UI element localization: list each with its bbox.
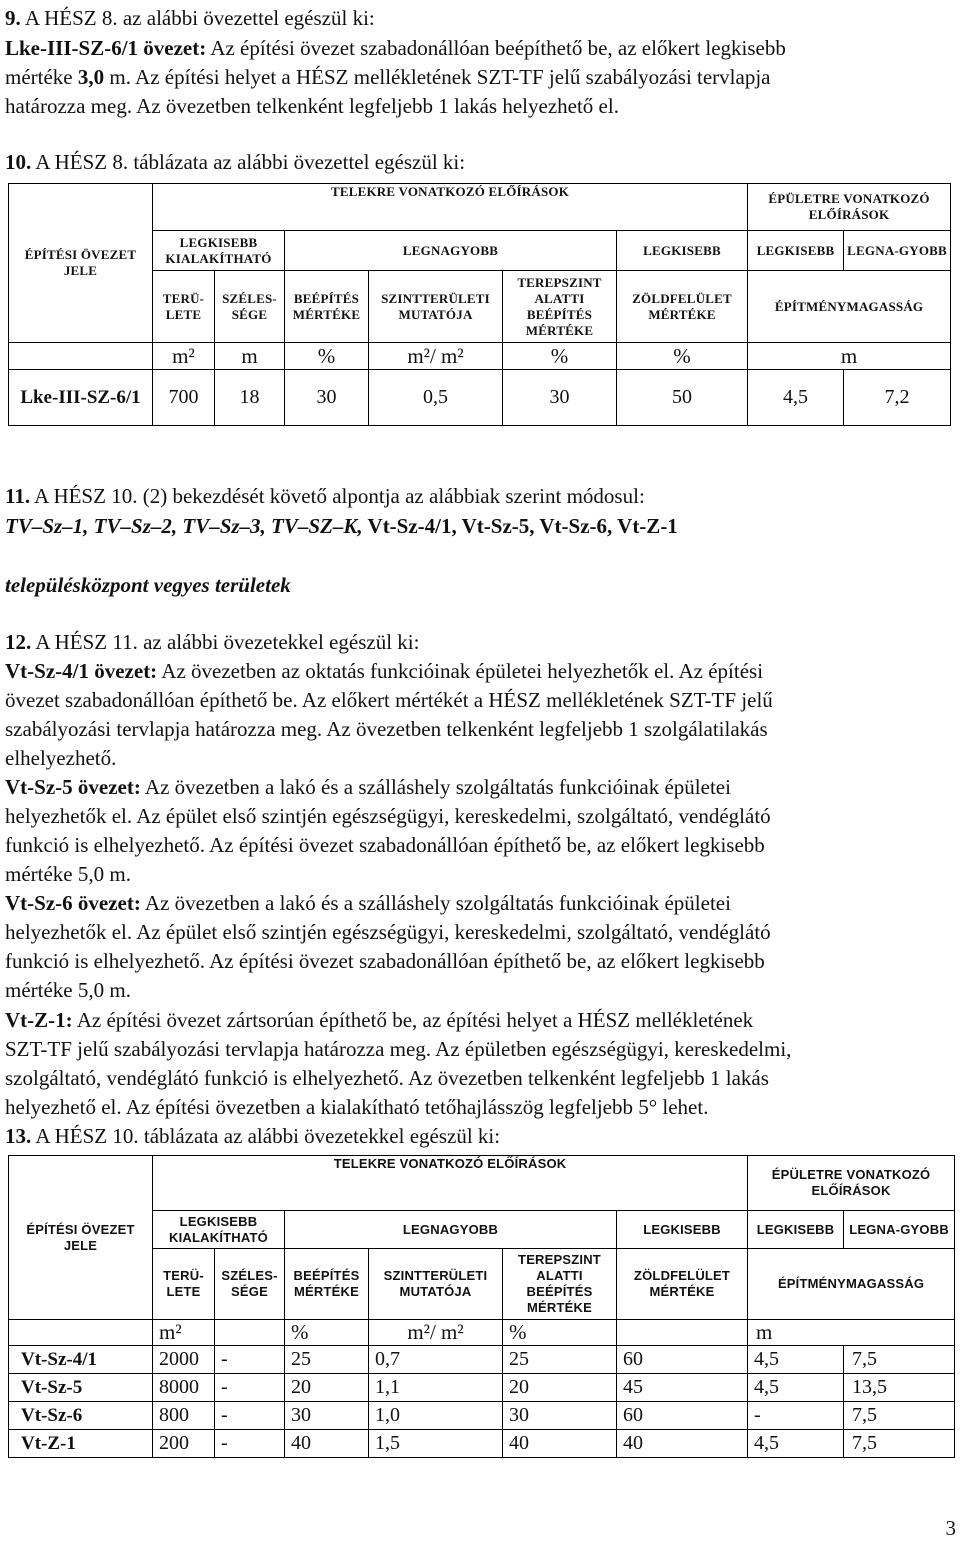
section-text: az alábbi övezettel egészül ki:: [117, 6, 375, 30]
value-cell: 13,5: [844, 1374, 955, 1402]
section-text: az alábbi övezetekkel egészül ki:: [137, 630, 420, 654]
value-cell: 800: [153, 1402, 215, 1430]
section-ref: A HÉSZ 10.: [31, 1124, 139, 1148]
value-cell: 30: [285, 1402, 369, 1430]
text-line: SZT-TF jelű szabályozási tervlapja határozza meg. Az épületben egészségügyi, kereskedelmi,: [5, 1037, 792, 1061]
vt5-line: [5, 775, 731, 799]
max-header: LEGNAGYOBB: [285, 231, 617, 271]
building-requirements-header: ÉPÜLETRE VONATKOZÓ ELŐÍRÁSOK: [748, 1156, 955, 1211]
bold-value: 3,0: [77, 65, 105, 89]
value-cell: 7,2: [844, 370, 951, 426]
zone-cell: Vt-Sz-4/1: [9, 1346, 153, 1374]
text-line: mértéke 5,0 m.: [5, 978, 131, 1002]
value-cell: 25: [503, 1346, 617, 1374]
width-header: SZÉLES-SÉGE: [215, 271, 285, 343]
min-green-header: LEGKISEBB: [617, 1211, 748, 1249]
zone-label: Vt-Sz-6 övezet:: [5, 891, 141, 915]
section-text: táblázata az alábbi övezetekkel egészül ki:: [138, 1124, 501, 1148]
lke-zone-line-2: [5, 65, 771, 89]
lke-zone-line: [5, 36, 786, 60]
value-cell: 1,1: [369, 1374, 503, 1402]
value-cell: 0,5: [369, 370, 503, 426]
value-cell: 4,5: [748, 1430, 844, 1458]
value-cell: -: [748, 1402, 844, 1430]
value-cell: 30: [503, 370, 617, 426]
section-number: 13.: [5, 1124, 32, 1148]
zone-group-heading: településközpont vegyes területek: [5, 573, 291, 597]
value-cell: 60: [617, 1402, 748, 1430]
building-height-header: ÉPÍTMÉNYMAGASSÁG: [748, 1249, 955, 1320]
unit-cell: [617, 1320, 748, 1346]
value-cell: 25: [285, 1346, 369, 1374]
section-13-heading: [5, 1124, 500, 1148]
unit-cell: m²/ m²: [369, 343, 503, 370]
text-line: mértéke 5,0 m.: [5, 862, 131, 886]
min-header: LEGKISEBB KIALAKÍTHATÓ: [153, 231, 285, 271]
regulation-table-2: [8, 1155, 955, 1458]
vtz-line: [5, 1008, 753, 1032]
section-ref: A HÉSZ 11.: [31, 630, 138, 654]
unit-cell: %: [503, 343, 617, 370]
section-ref: A HÉSZ 8.: [20, 6, 118, 30]
text-line: övezet szabadonállóan építhető be. Az előkert mértékét a HÉSZ mellékletének SZT-TF jelű: [5, 688, 773, 712]
zone-cell: Vt-Sz-6: [9, 1402, 153, 1430]
section-ref: A HÉSZ 10.: [30, 484, 138, 508]
text: mértéke: [5, 65, 78, 89]
value-cell: 4,5: [748, 1374, 844, 1402]
value-cell: 2000: [153, 1346, 215, 1374]
unit-cell: [215, 1320, 285, 1346]
text-line: elhelyezhető.: [5, 746, 117, 770]
value-cell: 7,5: [844, 1346, 955, 1374]
floor-area-header: SZINTTERÜLETI MUTATÓJA: [369, 271, 503, 343]
zone-label: Lke-III-SZ-6/1 övezet:: [5, 36, 207, 60]
table-row: [9, 1346, 955, 1374]
area-header: TERÜ-LETE: [153, 1249, 215, 1320]
section-number: 12.: [5, 630, 32, 654]
text-line: funkció is elhelyezhető. Az építési övezet szabadonállóan építhető be, az előkert legkisebb: [5, 949, 765, 973]
text-line: szabályozási tervlapja határozza meg. Az övezetben telkenként legfeljebb 1 szolgálatilakás: [5, 717, 768, 741]
value-cell: 40: [285, 1430, 369, 1458]
value-cell: 7,5: [844, 1430, 955, 1458]
section-text: (2) bekezdését követő alpontja az alábbiak szerint módosul:: [137, 484, 645, 508]
value-cell: 8000: [153, 1374, 215, 1402]
table-row: [9, 1374, 955, 1402]
text-line: helyezhetők el. Az épület első szintjén egészségügyi, kereskedelmi, szolgáltató, vendéglátó: [5, 920, 771, 944]
unit-cell: m²: [153, 1320, 215, 1346]
value-cell: 20: [503, 1374, 617, 1402]
text: m. Az építési helyet a HÉSZ mellékletének SZT-TF jelű szabályozási tervlapja: [104, 65, 771, 89]
text-line: szolgáltató, vendéglátó funkció is elhelyezhető. Az övezetben telkenként legfeljebb 1 lakás: [5, 1066, 769, 1090]
zone-text: Az építési övezet szabadonállóan beépíthető be, az előkert legkisebb: [206, 36, 786, 60]
section-number: 10.: [5, 150, 32, 174]
unit-empty: [9, 1320, 153, 1346]
zone-header: ÉPÍTÉSI ÖVEZET JELE: [9, 1156, 153, 1320]
underground-header: TEREPSZINT ALATTI BEÉPÍTÉS MÉRTÉKE: [503, 1249, 617, 1320]
value-cell: 200: [153, 1430, 215, 1458]
value-cell: -: [215, 1346, 285, 1374]
bold-zones: Vt-Sz-4/1, Vt-Sz-5, Vt-Sz-6, Vt-Z-1: [362, 514, 678, 538]
unit-cell: m: [748, 343, 951, 370]
text-line: funkció is elhelyezhető. Az építési övezet szabadonállóan építhető be, az előkert legkisebb: [5, 833, 765, 857]
max-height-header: LEGNA-GYOBB: [844, 1211, 955, 1249]
unit-cell: %: [285, 1320, 369, 1346]
built-ratio-header: BEÉPÍTÉS MÉRTÉKE: [285, 271, 369, 343]
section-text: táblázata az alábbi övezettel egészül ki:: [128, 150, 466, 174]
value-cell: -: [215, 1430, 285, 1458]
green-header: ZÖLDFELÜLET MÉRTÉKE: [617, 271, 748, 343]
value-cell: 30: [503, 1402, 617, 1430]
min-height-header: LEGKISEBB: [748, 1211, 844, 1249]
vt6-line: [5, 891, 731, 915]
section-11-heading: [5, 484, 645, 508]
section-ref: A HÉSZ 8.: [31, 150, 129, 174]
zone-list: [5, 514, 678, 538]
section-number: 9.: [5, 6, 21, 30]
max-header: LEGNAGYOBB: [285, 1211, 617, 1249]
regulation-table-1: [8, 183, 951, 426]
zone-cell: Vt-Sz-5: [9, 1374, 153, 1402]
green-header: ZÖLDFELÜLET MÉRTÉKE: [617, 1249, 748, 1320]
text-line: helyezhető el. Az építési övezetben a kialakítható tetőhajlásszög legfeljebb 5° lehet.: [5, 1095, 709, 1119]
value-cell: 60: [617, 1346, 748, 1374]
table-row: [9, 1402, 955, 1430]
min-green-header: LEGKISEBB: [617, 231, 748, 271]
zone-header: ÉPÍTÉSI ÖVEZET JELE: [9, 184, 153, 343]
min-height-header: LEGKISEBB: [748, 231, 844, 271]
width-header: SZÉLES-SÉGE: [215, 1249, 285, 1320]
value-cell: 7,5: [844, 1402, 955, 1430]
zone-text: Az övezetben az oktatás funkcióinak épületei helyezhetők el. Az építési: [157, 659, 764, 683]
value-cell: 45: [617, 1374, 748, 1402]
max-height-header: LEGNA-GYOBB: [844, 231, 951, 271]
building-height-header: ÉPÍTMÉNYMAGASSÁG: [748, 271, 951, 343]
section-number: 11.: [5, 484, 31, 508]
value-cell: 4,5: [748, 1346, 844, 1374]
zone-text: Az építési övezet zártsorúan építhető be, az építési helyet a HÉSZ mellékletének: [72, 1008, 754, 1032]
lke-zone-line-3: határozza meg. Az övezetben telkenként legfeljebb 1 lakás helyezhető el.: [5, 94, 619, 118]
unit-cell: m: [748, 1320, 955, 1346]
zone-text: Az övezetben a lakó és a szálláshely szolgáltatás funkcióinak épületei: [140, 891, 731, 915]
min-header: LEGKISEBB KIALAKÍTHATÓ: [153, 1211, 285, 1249]
unit-cell: %: [617, 343, 748, 370]
value-cell: -: [215, 1374, 285, 1402]
unit-empty: [9, 343, 153, 370]
plot-requirements-header: TELEKRE VONATKOZÓ ELŐÍRÁSOK: [153, 184, 748, 231]
section-10-heading: [5, 150, 465, 174]
unit-cell: m²/ m²: [369, 1320, 503, 1346]
page-number: 3: [945, 1516, 956, 1540]
value-cell: 20: [285, 1374, 369, 1402]
unit-cell: m²: [153, 343, 215, 370]
unit-cell: m: [215, 343, 285, 370]
value-cell: 40: [503, 1430, 617, 1458]
value-cell: 50: [617, 370, 748, 426]
zone-cell: Lke-III-SZ-6/1: [9, 370, 153, 426]
area-header: TERÜ-LETE: [153, 271, 215, 343]
floor-area-header: SZINTTERÜLETI MUTATÓJA: [369, 1249, 503, 1320]
value-cell: -: [215, 1402, 285, 1430]
zone-cell: Vt-Z-1: [9, 1430, 153, 1458]
zone-text: Az övezetben a lakó és a szálláshely szolgáltatás funkcióinak épületei: [140, 775, 731, 799]
table-row: [9, 1430, 955, 1458]
building-requirements-header: ÉPÜLETRE VONATKOZÓ ELŐÍRÁSOK: [748, 184, 951, 231]
italic-zones: TV–Sz–1, TV–Sz–2, TV–Sz–3, TV–SZ–K,: [5, 514, 363, 538]
value-cell: 1,0: [369, 1402, 503, 1430]
value-cell: 1,5: [369, 1430, 503, 1458]
zone-label: Vt-Sz-4/1 övezet:: [5, 659, 158, 683]
value-cell: 40: [617, 1430, 748, 1458]
vt41-line: [5, 659, 763, 683]
section-12-heading: [5, 630, 419, 654]
value-cell: 30: [285, 370, 369, 426]
built-ratio-header: BEÉPÍTÉS MÉRTÉKE: [285, 1249, 369, 1320]
underground-header: TEREPSZINT ALATTI BEÉPÍTÉS MÉRTÉKE: [503, 271, 617, 343]
value-cell: 4,5: [748, 370, 844, 426]
plot-requirements-header: TELEKRE VONATKOZÓ ELŐÍRÁSOK: [153, 1156, 748, 1211]
zone-label: Vt-Z-1:: [5, 1008, 73, 1032]
unit-cell: %: [285, 343, 369, 370]
section-9-heading: [5, 6, 375, 30]
value-cell: 18: [215, 370, 285, 426]
unit-cell: %: [503, 1320, 617, 1346]
zone-label: Vt-Sz-5 övezet:: [5, 775, 141, 799]
value-cell: 700: [153, 370, 215, 426]
table-row: [9, 370, 951, 426]
text-line: helyezhetők el. Az épület első szintjén egészségügyi, kereskedelmi, szolgáltató, vendéglátó: [5, 804, 771, 828]
value-cell: 0,7: [369, 1346, 503, 1374]
